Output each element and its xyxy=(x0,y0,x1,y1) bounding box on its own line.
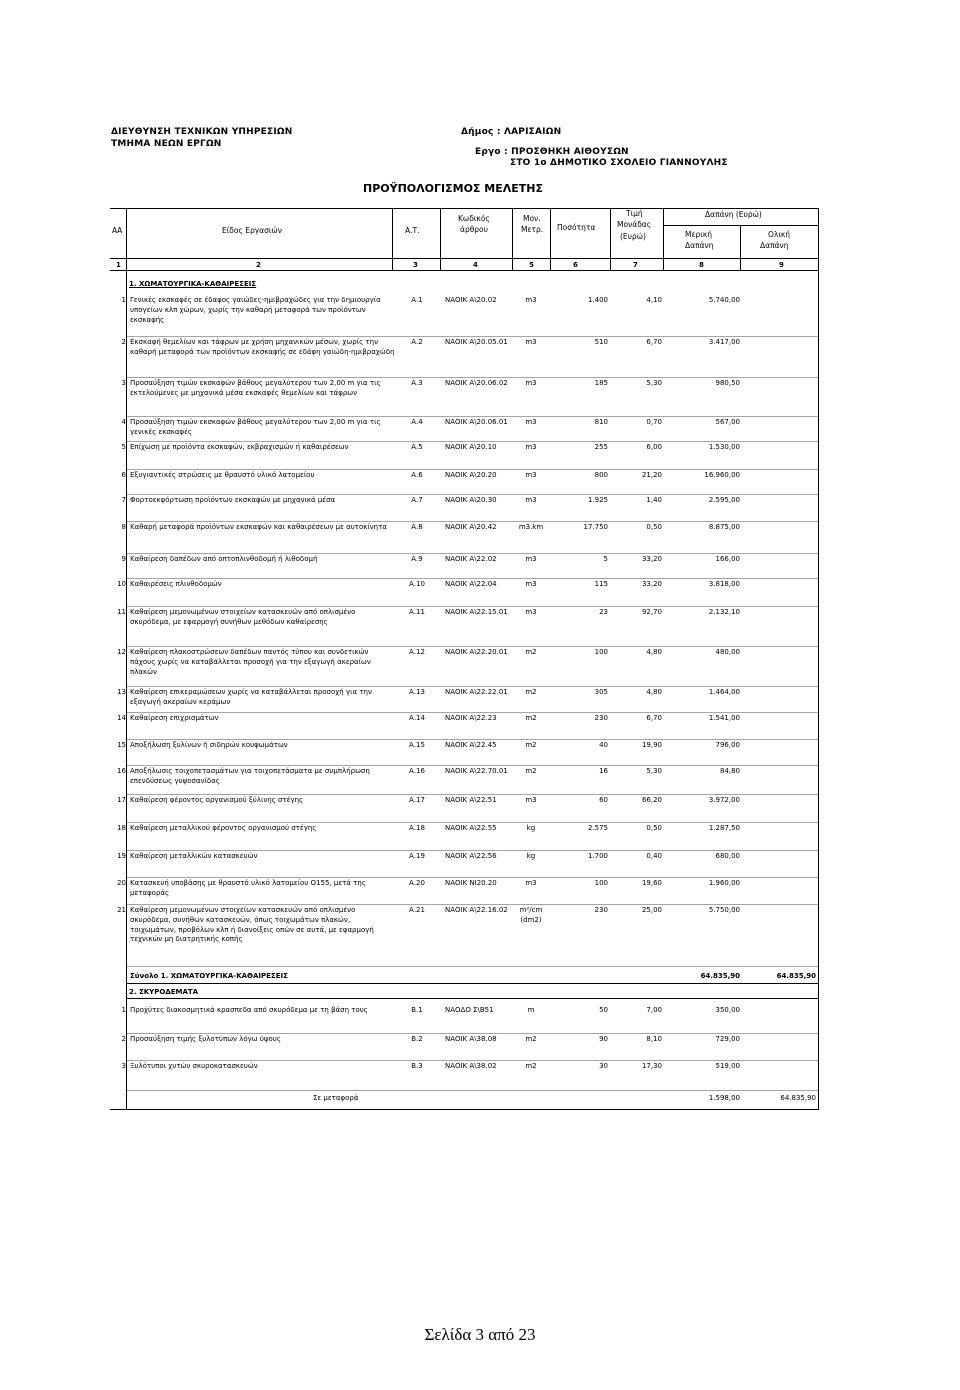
row-unit: m2 xyxy=(525,1062,537,1070)
row-code: ΝΑΟΙΚ Α\22.02 xyxy=(445,555,497,563)
subtotal-label: Σύνολο 1. ΧΩΜΑΤΟΥΡΓΙΚΑ-ΚΑΘΑΙΡΕΣΕΙΣ xyxy=(130,972,288,980)
row-at: Α.7 xyxy=(411,496,423,504)
department-line1: ΔΙΕΥΘΥΝΣΗ ΤΕΧΝΙΚΩΝ ΥΠΗΡΕΣΙΩΝ xyxy=(111,127,293,137)
row-unit: m3 xyxy=(525,418,537,426)
row-partial-cost: 3.972,00 xyxy=(708,796,740,804)
row-code: ΝΑΟΙΚ ΝΙ20.20 xyxy=(445,879,497,887)
row-unit-price: 0,70 xyxy=(646,418,662,426)
row-quantity: 255 xyxy=(594,443,608,451)
row-description: Προσαύξηση τιμών εκσκαφών βάθους μεγαλύτερου των 2,00 m για τις εκτελούμενες με μηχανικά μέσα εκσκαφές θεμελίων και τάφρων xyxy=(130,379,381,397)
row-code: ΝΑΟΙΚ Α\22.20.01 xyxy=(445,648,508,656)
row-number: 1 xyxy=(121,296,126,304)
row-partial-cost: 1.960,00 xyxy=(708,879,740,887)
row-separator xyxy=(126,494,818,495)
row-separator xyxy=(126,966,818,967)
row-unit: m3 xyxy=(525,879,537,887)
row-unit: m2 xyxy=(525,1035,537,1043)
col-code-1: Κωδικός xyxy=(458,214,490,223)
row-unit: m3 xyxy=(525,608,537,616)
row-quantity: 16 xyxy=(599,767,608,775)
row-unit: m3 xyxy=(525,580,537,588)
row-separator xyxy=(126,712,818,713)
row-description: Καθαίρεση μεταλλικού φέροντος οργανισμού στέγης xyxy=(130,824,317,832)
row-partial-cost: 3.417,00 xyxy=(708,338,740,346)
row-quantity: 30 xyxy=(599,1062,608,1070)
row-quantity: 23 xyxy=(599,608,608,616)
row-at: Α.13 xyxy=(409,688,425,696)
row-unit-price: 5,30 xyxy=(646,767,662,775)
row-partial-cost: 796,00 xyxy=(715,741,740,749)
row-code: ΝΑΟΙΚ Α\22.22.01 xyxy=(445,688,508,696)
row-at: Α.21 xyxy=(409,906,425,914)
row-unit-price: 0,40 xyxy=(646,852,662,860)
row-partial-cost: 680,00 xyxy=(715,852,740,860)
row-unit-price: 1,40 xyxy=(646,496,662,504)
row-at: Α.17 xyxy=(409,796,425,804)
row-quantity: 17.750 xyxy=(583,523,608,531)
row-unit: m3 xyxy=(525,379,537,387)
col-num: 3 xyxy=(413,261,418,269)
row-partial-cost: 2.595,00 xyxy=(708,496,740,504)
row-quantity: 100 xyxy=(594,879,608,887)
row-separator xyxy=(126,794,818,795)
row-code: ΝΑΟΙΚ Α\22.15.01 xyxy=(445,608,508,616)
row-partial-cost: 1.464,00 xyxy=(708,688,740,696)
row-code: ΝΑΟΙΚ Α\22.16.02 xyxy=(445,906,508,914)
row-partial-cost: 8.875,00 xyxy=(708,523,740,531)
row-unit-price: 17,30 xyxy=(641,1062,662,1070)
row-code: ΝΑΟΙΚ Α\22.04 xyxy=(445,580,497,588)
row-unit-price: 4,10 xyxy=(646,296,662,304)
row-quantity: 510 xyxy=(594,338,608,346)
row-description: Εξυγιαντικές στρώσεις με θραυστό υλικό λατομείου xyxy=(130,471,315,479)
row-description: Ξυλότυποι χυτών σκυροκατασκευών xyxy=(130,1062,258,1070)
col-cost: Δαπάνη (Ευρώ) xyxy=(705,210,762,219)
row-separator xyxy=(126,1033,818,1034)
row-code: ΝΑΟΙΚ Α\20.42 xyxy=(445,523,497,531)
row-quantity: 800 xyxy=(594,471,608,479)
project-line1: Εργο : ΠΡΟΣΘΗΚΗ ΑΙΘΟΥΣΩΝ xyxy=(475,147,629,157)
row-number: 3 xyxy=(121,1062,126,1070)
row-quantity: 1.400 xyxy=(587,296,608,304)
row-at: Α.5 xyxy=(411,443,423,451)
row-unit-price: 8,10 xyxy=(646,1035,662,1043)
row-partial-cost: 567,00 xyxy=(715,418,740,426)
page-number: Σελίδα 3 από 23 xyxy=(424,1325,536,1344)
row-unit-price: 7,00 xyxy=(646,1006,662,1014)
row-unit-price: 33,20 xyxy=(641,555,662,563)
row-separator xyxy=(126,578,818,579)
col-unit-2: Μετρ. xyxy=(521,225,544,234)
row-partial-cost: 166,00 xyxy=(715,555,740,563)
row-number: 10 xyxy=(117,580,126,588)
row-description: Αποξήλωσις τοιχοπετασμάτων για τοιχοπετάσματα με συμπλήρωση επενδύσεως γυψοσανίδας xyxy=(130,767,370,785)
row-unit-price: 25,00 xyxy=(641,906,662,914)
col-num: 1 xyxy=(116,261,121,269)
row-code: ΝΑΟΙΚ Α\20.10 xyxy=(445,443,497,451)
row-quantity: 185 xyxy=(594,379,608,387)
row-quantity: 60 xyxy=(599,796,608,804)
row-quantity: 40 xyxy=(599,741,608,749)
row-quantity: 1.925 xyxy=(587,496,608,504)
row-description: Καθαίρεση μεμονωμένων στοιχείων κατασκευών από οπλισμένο σκυρόδεμα, συνήθων κατασκευών, όπως τοιχωμάτων πλακών, τοιχωμάτων, προβόλων κλπ ή διανοίξεις οπών σε αυτά, με εφαρμογή τεχνικών μη διατρητικής κοπής xyxy=(130,906,374,944)
row-description: Προσαύξηση τιμών εκσκαφών βάθους μεγαλύτερου των 2,00 m για τις γενικές εκσκαφές xyxy=(130,418,381,436)
row-at: Α.15 xyxy=(409,741,425,749)
row-separator xyxy=(126,850,818,851)
row-at: Α.20 xyxy=(409,879,425,887)
project-line2: ΣΤΟ 1ο ΔΗΜΟΤΙΚΟ ΣΧΟΛΕΙΟ ΓΙΑΝΝΟΥΛΗΣ xyxy=(510,158,728,168)
row-number: 1 xyxy=(121,1006,126,1014)
row-number: 21 xyxy=(117,906,126,914)
row-number: 14 xyxy=(117,714,126,722)
col-price-3: (Ευρώ) xyxy=(620,232,646,241)
row-separator xyxy=(126,469,818,470)
row-number: 17 xyxy=(117,796,126,804)
row-unit: kg xyxy=(526,852,536,860)
col-num: 6 xyxy=(573,261,578,269)
row-description: Γενικές εκσκαφές σε έδαφος γαιώδες-ημιβραχώδες για την δημιουργία υπογείων κλπ χώρων, χωρίς την καθαρή μεταφορά των προϊόντων εκσκαφής xyxy=(130,296,381,324)
row-code: ΝΑΟΙΚ Α\22.45 xyxy=(445,741,497,749)
row-number: 18 xyxy=(117,824,126,832)
row-unit: m3 xyxy=(525,471,537,479)
row-code: ΝΑΟΙΚ Α\22.70.01 xyxy=(445,767,508,775)
row-at: Α.1 xyxy=(411,296,423,304)
row-description: Επίχωση με προϊόντα εκσκαφών, εκβραχισμών ή καθαιρέσεων xyxy=(130,443,349,451)
col-num: 5 xyxy=(529,261,534,269)
row-quantity: 115 xyxy=(594,580,608,588)
row-number: 13 xyxy=(117,688,126,696)
carry-part: 1.598,00 xyxy=(708,1094,740,1102)
row-unit: m3 xyxy=(525,338,537,346)
row-quantity: 5 xyxy=(603,555,608,563)
row-separator xyxy=(126,822,818,823)
row-unit-price: 4,80 xyxy=(646,648,662,656)
row-number: 19 xyxy=(117,852,126,860)
row-number: 12 xyxy=(117,648,126,656)
row-unit-price: 6,00 xyxy=(646,443,662,451)
subtotal-part: 64.835,90 xyxy=(700,972,740,980)
row-partial-cost: 3.818,00 xyxy=(708,580,740,588)
row-number: 11 xyxy=(117,608,126,616)
col-desc: Είδος Εργασιών xyxy=(222,226,282,235)
row-code: ΝΑΟΙΚ Α\20.02 xyxy=(445,296,497,304)
row-number: 3 xyxy=(121,379,126,387)
row-code: ΝΑΟΙΚ Α\20.06.01 xyxy=(445,418,508,426)
col-num: 2 xyxy=(256,261,261,269)
row-at: Α.9 xyxy=(411,555,423,563)
row-at: Α.19 xyxy=(409,852,425,860)
col-tot-1: Ολική xyxy=(768,230,791,239)
row-quantity: 90 xyxy=(599,1035,608,1043)
row-separator xyxy=(126,904,818,905)
row-quantity: 230 xyxy=(594,906,608,914)
row-number: 2 xyxy=(121,1035,126,1043)
row-code: ΝΑΟΙΚ Α\20.20 xyxy=(445,471,497,479)
row-code: ΝΑΟΙΚ Α\20.05.01 xyxy=(445,338,508,346)
row-at: Α.4 xyxy=(411,418,423,426)
row-quantity: 100 xyxy=(594,648,608,656)
row-description: Προχύτες διακοσμητικά κρασπεδα από σκυρόδεμα με τη βάση τους xyxy=(130,1006,368,1014)
row-number: 4 xyxy=(121,418,126,426)
row-unit-price: 66,20 xyxy=(641,796,662,804)
col-price-2: Μονάδας xyxy=(617,220,652,229)
row-description: Εκσκαφή θεμελίων και τάφρων με χρήση μηχανικών μέσων, χωρίς την καθαρή μεταφορά των προϊόντων εκσκαφής σε εδάφη γαιώδη-ημιβραχώδη xyxy=(130,338,395,356)
row-partial-cost: 16.960,00 xyxy=(704,471,740,479)
row-separator xyxy=(126,686,818,687)
row-partial-cost: 350,00 xyxy=(715,1006,740,1014)
row-unit: m2 xyxy=(525,767,537,775)
row-unit-price: 5,30 xyxy=(646,379,662,387)
row-at: Α.14 xyxy=(409,714,425,722)
subtotal-total: 64.835,90 xyxy=(776,972,816,980)
row-partial-cost: 980,50 xyxy=(715,379,740,387)
row-partial-cost: 480,00 xyxy=(715,648,740,656)
row-unit-price: 21,20 xyxy=(641,471,662,479)
row-separator xyxy=(126,553,818,554)
row-number: 9 xyxy=(121,555,126,563)
row-separator xyxy=(126,877,818,878)
row-separator xyxy=(126,416,818,417)
row-quantity: 50 xyxy=(599,1006,608,1014)
col-part-2: Δαπάνη xyxy=(685,241,714,250)
carry-total: 64.835,90 xyxy=(780,1094,816,1102)
row-at: Α.3 xyxy=(411,379,423,387)
row-partial-cost: 5.740,00 xyxy=(708,296,740,304)
row-description: Αποξήλωση ξυλίνων ή σιδηρών κουφωμάτων xyxy=(130,741,288,749)
row-unit: m3 xyxy=(525,555,537,563)
row-at: Β.1 xyxy=(411,1006,423,1014)
row-unit-price: 0,50 xyxy=(646,824,662,832)
col-num: 4 xyxy=(473,261,478,269)
row-unit-price: 19,90 xyxy=(641,741,662,749)
row-partial-cost: 1.530,00 xyxy=(708,443,740,451)
row-unit: m2 xyxy=(525,741,537,749)
row-quantity: 1.700 xyxy=(587,852,608,860)
municipality: Δήμος : ΛΑΡΙΣΑΙΩΝ xyxy=(461,127,562,137)
row-number: 8 xyxy=(121,523,126,531)
row-number: 6 xyxy=(121,471,126,479)
carry-label: Σε μεταφορά xyxy=(313,1094,359,1102)
row-partial-cost: 84,80 xyxy=(719,767,740,775)
row-unit-price: 92,70 xyxy=(641,608,662,616)
row-separator xyxy=(126,765,818,766)
row-number: 2 xyxy=(121,338,126,346)
row-partial-cost: 2.132,10 xyxy=(708,608,740,616)
col-qty: Ποσότητα xyxy=(557,223,596,232)
row-unit: kg xyxy=(526,824,536,832)
col-tot-2: Δαπάνη xyxy=(760,241,789,250)
row-separator xyxy=(126,1060,818,1061)
row-at: Α.10 xyxy=(409,580,425,588)
col-part-1: Μερική xyxy=(685,230,712,239)
row-number: 16 xyxy=(117,767,126,775)
row-unit: m3 xyxy=(525,443,537,451)
page-title: ΠΡΟΫΠΟΛΟΓΙΣΜΟΣ ΜΕΛΕΤΗΣ xyxy=(363,182,543,195)
row-description: Φορτοεκφόρτωση προϊόντων εκσκαφών με μηχανικά μέσα xyxy=(130,496,336,504)
col-num: 7 xyxy=(633,261,638,269)
row-code: ΝΑΟΙΚ Α\20.06.02 xyxy=(445,379,508,387)
row-at: Α.6 xyxy=(411,471,423,479)
col-aa: ΑΑ xyxy=(112,226,123,235)
row-at: Α.16 xyxy=(409,767,425,775)
row-quantity: 230 xyxy=(594,714,608,722)
department-line2: ΤΜΗΜΑ ΝΕΩΝ ΕΡΓΩΝ xyxy=(111,139,222,149)
row-description: Καθαιρέσεις πλινθοδομών xyxy=(130,580,222,588)
row-unit: m2 xyxy=(525,688,537,696)
row-code: ΝΑΟΙΚ Α\22.51 xyxy=(445,796,497,804)
col-at: Α.Τ. xyxy=(405,226,420,235)
row-code: ΝΑΟΙΚ Α\38.02 xyxy=(445,1062,497,1070)
col-num: 9 xyxy=(779,261,784,269)
row-code: ΝΑΟΔΟ Σ\B51 xyxy=(445,1006,494,1014)
row-unit-price: 19,60 xyxy=(641,879,662,887)
section-title: 1. ΧΩΜΑΤΟΥΡΓΙΚΑ-ΚΑΘΑΙΡΕΣΕΙΣ xyxy=(129,280,257,288)
row-at: Α.8 xyxy=(411,523,423,531)
row-code: ΝΑΟΙΚ Α\22.55 xyxy=(445,824,497,832)
col-price-1: Τιμή xyxy=(626,209,643,218)
row-unit-price: 6,70 xyxy=(646,714,662,722)
row-at: Α.18 xyxy=(409,824,425,832)
col-num: 8 xyxy=(699,261,704,269)
row-description: Κατασκευή υποβάσης με θραυστό υλικό λατομείου Ο155, μετά της μεταφοράς xyxy=(130,879,366,897)
row-quantity: 810 xyxy=(594,418,608,426)
row-partial-cost: 1.541,00 xyxy=(708,714,740,722)
row-unit: m xyxy=(527,1006,535,1014)
row-unit-price: 6,70 xyxy=(646,338,662,346)
row-description: Καθαίρεση επικεραμώσεων χωρίς να καταβάλλεται προσοχή για την εξαγωγή ακεραίων κεράμων xyxy=(130,688,372,706)
row-unit: m3.km xyxy=(518,523,544,531)
row-at: Β.3 xyxy=(411,1062,423,1070)
row-unit: m3 xyxy=(525,496,537,504)
row-unit: m²/cm (dm2) xyxy=(519,906,543,924)
row-partial-cost: 729,00 xyxy=(715,1035,740,1043)
row-separator xyxy=(126,606,818,607)
row-code: ΝΑΟΙΚ Α\20.30 xyxy=(445,496,497,504)
row-number: 7 xyxy=(121,496,126,504)
row-separator xyxy=(126,646,818,647)
row-number: 15 xyxy=(117,741,126,749)
row-number: 20 xyxy=(117,879,126,887)
row-description: Καθαίρεση μεμονωμένων στοιχείων κατασκευών από οπλισμένο σκυρόδεμα, με εφαρμογή συνήθων μεθόδων καθαίρεσης xyxy=(130,608,356,626)
row-description: Προσαύξηση τιμής ξυλοτύπων λόγω ύψους xyxy=(130,1035,281,1043)
row-separator xyxy=(126,377,818,378)
row-number: 5 xyxy=(121,443,126,451)
row-partial-cost: 5.750,00 xyxy=(708,906,740,914)
row-partial-cost: 1.287,50 xyxy=(708,824,740,832)
row-code: ΝΑΟΙΚ Α\22.23 xyxy=(445,714,497,722)
row-unit-price: 4,80 xyxy=(646,688,662,696)
row-quantity: 2.575 xyxy=(587,824,608,832)
row-separator xyxy=(126,441,818,442)
row-description: Καθαίρεση φέροντος οργανισμού ξύλινης στέγης xyxy=(130,796,304,804)
row-unit: m2 xyxy=(525,714,537,722)
row-at: Β.2 xyxy=(411,1035,423,1043)
row-separator xyxy=(126,336,818,337)
col-code-2: άρθρου xyxy=(460,225,488,234)
row-unit-price: 0,50 xyxy=(646,523,662,531)
row-at: Α.11 xyxy=(409,608,425,616)
row-quantity: 305 xyxy=(594,688,608,696)
row-description: Καθαίρεση επιχρισμάτων xyxy=(130,714,219,722)
row-description: Καθαίρεση πλακοστρώσεων δαπέδων παντός τύπου και συνδετικών πάχους χωρίς να καταβάλλεται προσοχή για την εξαγωγή ακεραίων πλακών xyxy=(130,648,371,676)
row-unit-price: 33,20 xyxy=(641,580,662,588)
row-at: Α.2 xyxy=(411,338,423,346)
row-code: ΝΑΟΙΚ Α\38.08 xyxy=(445,1035,497,1043)
row-at: Α.12 xyxy=(409,648,425,656)
section-title: 2. ΣΚΥΡΟΔΕΜΑΤΑ xyxy=(129,988,199,996)
row-unit: m2 xyxy=(525,648,537,656)
col-unit-1: Μον. xyxy=(523,214,541,223)
row-separator xyxy=(126,1090,818,1091)
row-separator xyxy=(126,739,818,740)
row-unit: m3 xyxy=(525,296,537,304)
row-description: Καθαίρεση μεταλλικών κατασκευών xyxy=(130,852,258,860)
row-description: Καθαρή μεταφορά προϊόντων εκσκαφών και καθαιρέσεων με αυτοκίνητα xyxy=(130,523,387,531)
row-description: Καθαίρεση δαπέδων από οπτοπλινθοδομή ή λιθοδομή xyxy=(130,555,318,563)
row-separator xyxy=(126,521,818,522)
row-code: ΝΑΟΙΚ Α\22.56 xyxy=(445,852,497,860)
row-unit: m3 xyxy=(525,796,537,804)
row-partial-cost: 519,00 xyxy=(715,1062,740,1070)
